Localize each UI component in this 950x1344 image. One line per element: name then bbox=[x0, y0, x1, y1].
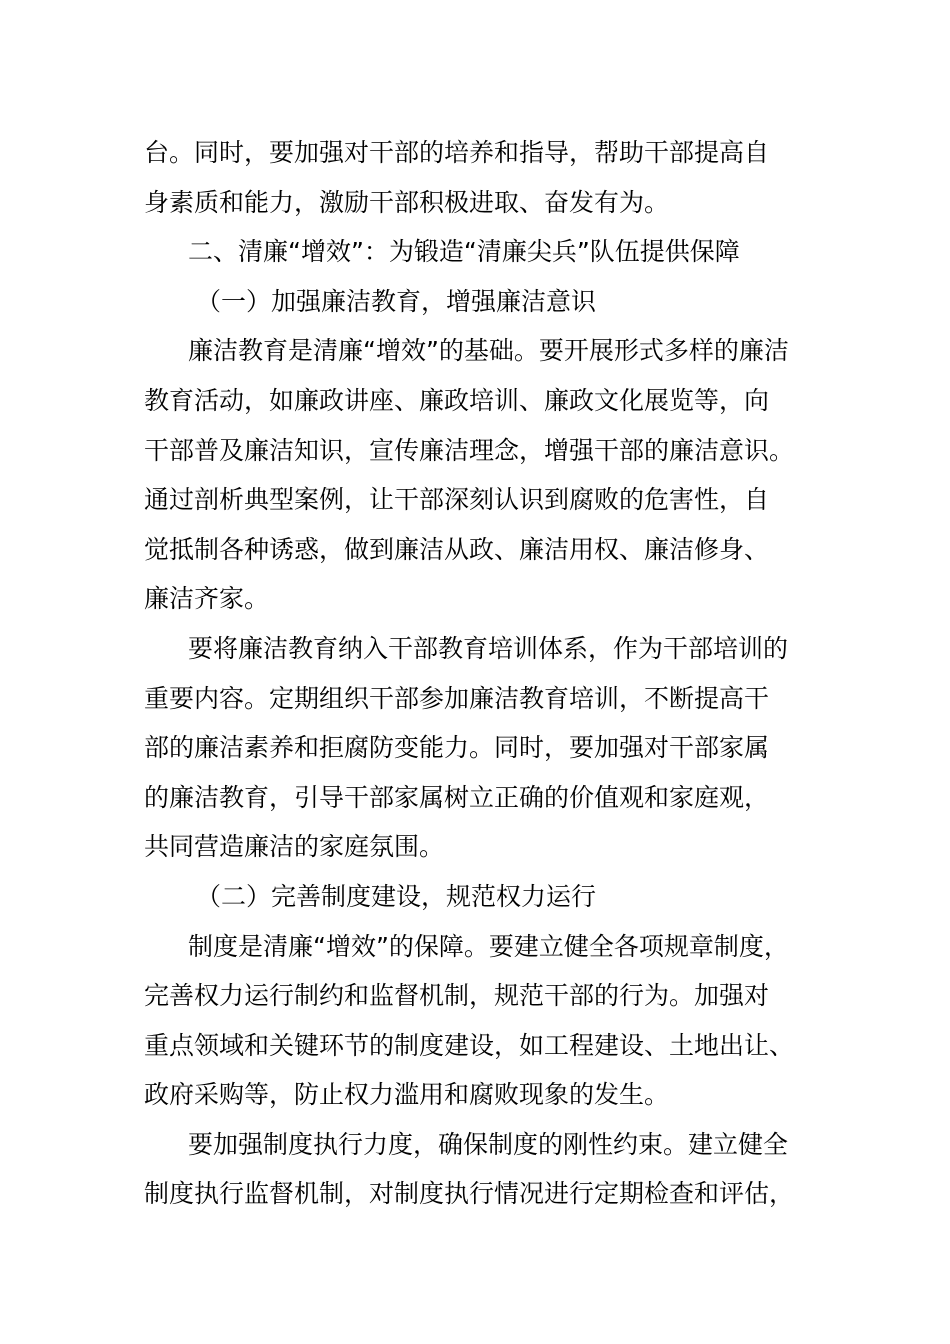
text-line: 廉洁齐家。 bbox=[144, 584, 270, 614]
text-line: 部的廉洁素养和拒腐防变能力。同时，要加强对干部家属 bbox=[144, 733, 770, 763]
text-line: 的廉洁教育，引导干部家属树立正确的价值观和家庭观， bbox=[144, 782, 770, 812]
text-line: 教育活动，如廉政讲座、廉政培训、廉政文化展览等，向 bbox=[144, 385, 770, 415]
section-heading: 二、清廉“增效”：为锻造“清廉尖兵”队伍提供保障 bbox=[188, 237, 740, 267]
text-line: 共同营造廉洁的家庭氛围。 bbox=[144, 832, 445, 862]
text-line: 制度是清廉“增效”的保障。要建立健全各项规章制度， bbox=[188, 931, 789, 961]
text-line: 完善权力运行制约和监督机制，规范干部的行为。加强对 bbox=[144, 981, 770, 1011]
text-line: 政府采购等，防止权力滥用和腐败现象的发生。 bbox=[144, 1080, 670, 1110]
text-line: 重点领域和关键环节的制度建设，如工程建设、土地出让、 bbox=[144, 1030, 795, 1060]
text-line: 重要内容。定期组织干部参加廉洁教育培训，不断提高干 bbox=[144, 683, 770, 713]
text-line: 觉抵制各种诱惑，做到廉洁从政、廉洁用权、廉洁修身、 bbox=[144, 534, 770, 564]
document-page bbox=[144, 128, 806, 1219]
text-line: 要将廉洁教育纳入干部教育培训体系，作为干部培训的 bbox=[188, 633, 789, 663]
text-line: 通过剖析典型案例，让干部深刻认识到腐败的危害性，自 bbox=[144, 485, 770, 515]
text-line: 制度执行监督机制，对制度执行情况进行定期检查和评估， bbox=[144, 1179, 795, 1209]
text-line: 台。同时，要加强对干部的培养和指导，帮助干部提高自 bbox=[144, 138, 770, 167]
text-line: 身素质和能力，激励干部积极进取、奋发有为。 bbox=[144, 187, 670, 217]
subsection-heading: （一）加强廉洁教育，增强廉洁意识 bbox=[196, 286, 597, 316]
text-line: 干部普及廉洁知识，宣传廉洁理念，增强干部的廉洁意识。 bbox=[144, 435, 795, 465]
text-line: 要加强制度执行力度，确保制度的刚性约束。建立健全 bbox=[188, 1129, 789, 1159]
text-line: 廉洁教育是清廉“增效”的基础。要开展形式多样的廉洁 bbox=[188, 336, 789, 366]
subsection-heading: （二）完善制度建设，规范权力运行 bbox=[196, 881, 597, 911]
